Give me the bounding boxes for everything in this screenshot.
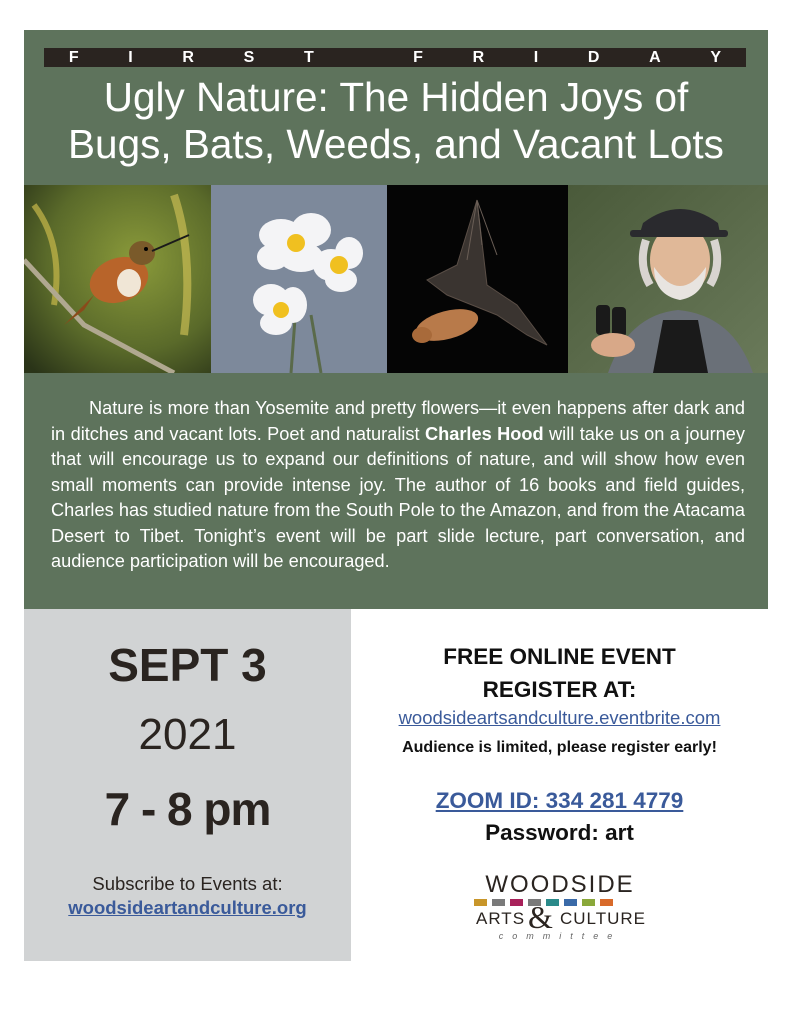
hummingbird-photo: [24, 185, 211, 373]
banner-letter: D: [587, 49, 600, 66]
logo-square: [582, 899, 595, 906]
event-day: SEPT 3: [108, 639, 267, 691]
banner-letter: I: [128, 49, 133, 66]
flower-photo: [211, 185, 387, 373]
logo-ampersand: &: [528, 899, 553, 935]
first-friday-banner: [44, 48, 746, 67]
free-online-event-label: FREE ONLINE EVENT: [443, 644, 676, 669]
title-line-2: Bugs, Bats, Weeds, and Vacant Lots: [68, 121, 724, 167]
subscribe-label: Subscribe to Events at:: [92, 873, 283, 894]
logo-culture: CULTURE: [560, 909, 647, 928]
logo-square: [564, 899, 577, 906]
banner-letter: F: [68, 49, 79, 66]
logo-square: [600, 899, 613, 906]
logo-square: [474, 899, 487, 906]
description-text-1: Nature is more than Yosemite and pretty flowers—it even happens after dark and in ditches and vacant lots. Poet and naturalist: [51, 398, 745, 444]
banner-letter: T: [303, 49, 314, 66]
event-time: 7 - 8 pm: [104, 783, 271, 835]
limited-note: Audience is limited, please register early!: [402, 739, 717, 756]
logo-arts: ARTS: [476, 909, 526, 928]
subscribe-link[interactable]: woodsideartandculture.org: [68, 897, 307, 918]
eventbrite-link[interactable]: woodsideartsandculture.eventbrite.com: [398, 707, 721, 728]
register-at-label: REGISTER AT:: [482, 677, 637, 702]
description-text-2: will take us on a journey that will encourage us to expand our definitions of nature, and will show how even small moments can provide intense joy. The author of 16 books and field guides, Charles has studied nature from the South Pole to the Amazon, and from the Atacama Desert to Tibet. Tonight’s event will be part slide lecture, part conversation, and audience participation will be encouraged.: [51, 423, 745, 571]
banner-letter: R: [472, 49, 485, 66]
speaker-photo: [568, 185, 768, 373]
banner-letter: F: [413, 49, 423, 66]
banner-letter: I: [533, 49, 539, 66]
logo-square: [492, 899, 505, 906]
banner-letter: A: [649, 49, 661, 66]
event-title: [24, 74, 768, 168]
logo-square: [510, 899, 523, 906]
zoom-password: Password: art: [485, 820, 634, 845]
banner-letter: S: [243, 49, 255, 66]
zoom-id-link[interactable]: ZOOM ID: 334 281 4779: [435, 788, 684, 813]
event-year: 2021: [138, 710, 237, 759]
photo-strip: [24, 185, 768, 373]
logo-committee: committee: [498, 931, 622, 941]
speaker-name: Charles Hood: [425, 423, 544, 444]
banner-letter: Y: [710, 49, 722, 66]
bat-photo: [387, 185, 568, 373]
title-line-1: Ugly Nature: The Hidden Joys of: [103, 74, 689, 120]
woodside-logo: [470, 872, 650, 944]
logo-woodside: WOODSIDE: [485, 871, 635, 898]
banner-letter: R: [182, 49, 194, 66]
event-description: [51, 396, 745, 575]
